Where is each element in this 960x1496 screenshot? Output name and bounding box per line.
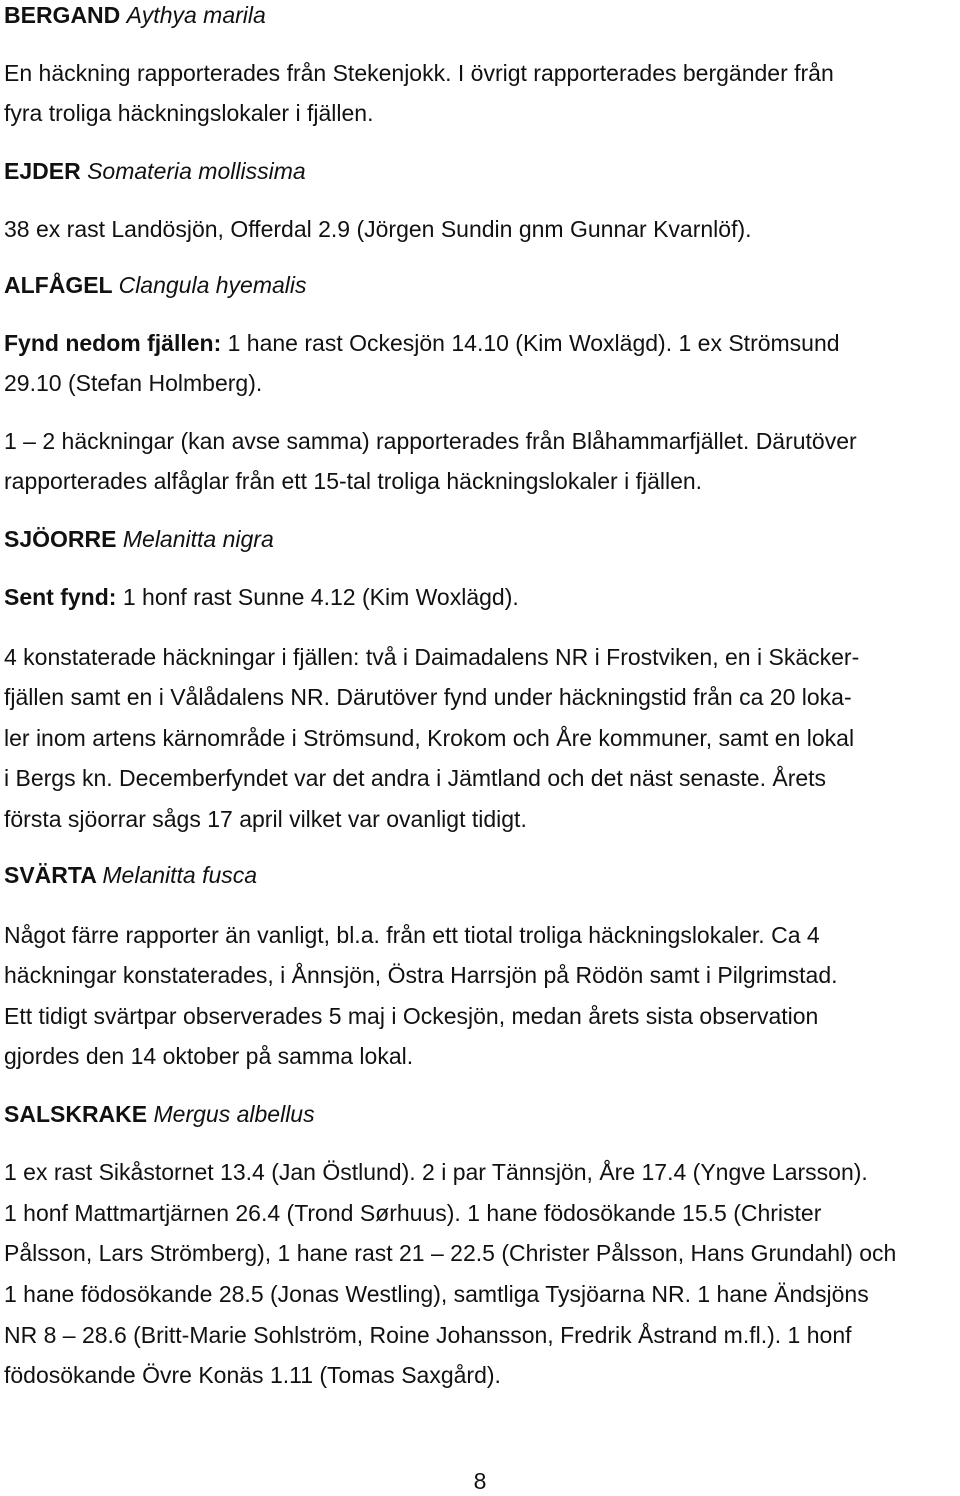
text-line xyxy=(4,328,840,358)
text-line: Pålsson, Lars Strömberg), 1 hane rast 21 – 22.5 (Christer Pålsson, Hans Grundahl) och xyxy=(4,1240,897,1266)
species-heading-salskrake xyxy=(4,1099,315,1129)
text-line: födosökande Övre Konäs 1.11 (Tomas Saxgård). xyxy=(4,1362,501,1388)
text-line: ler inom artens kärnområde i Strömsund, Krokom och Åre kommuner, samt en lokal xyxy=(4,725,855,751)
text-line: fyra troliga häckningslokaler i fjällen. xyxy=(4,100,374,126)
species-heading-alfagel xyxy=(4,270,307,300)
species-latin-name: Melanitta fusca xyxy=(102,862,258,888)
text-line: Ett tidigt svärtpar observerades 5 maj i Ockesjön, medan årets sista observation xyxy=(4,1003,819,1029)
text-line: fjällen samt en i Vålådalens NR. Därutöver fynd under häckningstid från ca 20 loka- xyxy=(4,684,852,710)
species-name: SJÖORRE xyxy=(4,526,117,552)
finding-text: 1 hane rast Ockesjön 14.10 (Kim Woxlägd). 1 ex Strömsund xyxy=(221,330,840,356)
species-name: EJDER xyxy=(4,158,81,184)
text-line: 1 ex rast Sikåstornet 13.4 (Jan Östlund). 2 i par Tännsjön, Åre 17.4 (Yngve Larsson). xyxy=(4,1159,868,1185)
text-line: En häckning rapporterades från Stekenjokk. I övrigt rapporterades bergänder från xyxy=(4,60,834,86)
species-latin-name: Somateria mollissima xyxy=(87,158,306,184)
species-latin-name: Mergus albellus xyxy=(153,1101,315,1127)
text-line: 1 hane födosökande 28.5 (Jonas Westling), samtliga Tysjöarna NR. 1 hane Ändsjöns xyxy=(4,1281,869,1307)
text-line: 29.10 (Stefan Holmberg). xyxy=(4,370,263,396)
species-name: SVÄRTA xyxy=(4,862,96,888)
text-line: häckningar konstaterades, i Ånnsjön, Östra Harrsjön på Rödön samt i Pilgrimstad. xyxy=(4,962,838,988)
species-latin-name: Clangula hyemalis xyxy=(118,272,307,298)
text-line: NR 8 – 28.6 (Britt-Marie Sohlström, Roine Johansson, Fredrik Åstrand m.fl.). 1 honf xyxy=(4,1322,852,1348)
finding-label: Fynd nedom fjällen: xyxy=(4,330,222,356)
text-line: 1 honf Mattmartjärnen 26.4 (Trond Sørhuus). 1 hane födosökande 15.5 (Christer xyxy=(4,1200,822,1226)
text-line: Något färre rapporter än vanligt, bl.a. från ett tiotal troliga häckningslokaler. Ca 4 xyxy=(4,922,820,948)
text-line: rapporterades alfåglar från ett 15-tal troliga häckningslokaler i fjällen. xyxy=(4,468,703,494)
species-heading-bergand xyxy=(4,0,266,30)
text-line: 4 konstaterade häckningar i fjällen: två i Daimadalens NR i Frostviken, en i Skäcker- xyxy=(4,644,860,670)
finding-label: Sent fynd: xyxy=(4,584,117,610)
text-line: 38 ex rast Landösjön, Offerdal 2.9 (Jörgen Sundin gnm Gunnar Kvarnlöf). xyxy=(4,216,752,242)
species-latin-name: Melanitta nigra xyxy=(122,526,274,552)
text-line: första sjöorrar sågs 17 april vilket var ovanligt tidigt. xyxy=(4,806,527,832)
text-line: i Bergs kn. Decemberfyndet var det andra i Jämtland och det näst senaste. Årets xyxy=(4,765,827,791)
text-line xyxy=(4,582,519,612)
species-name: BERGAND xyxy=(4,2,121,28)
species-heading-sjoorre xyxy=(4,524,274,554)
species-latin-name: Aythya marila xyxy=(126,2,266,28)
page-number: 8 xyxy=(473,1468,487,1494)
text-line: gjordes den 14 oktober på samma lokal. xyxy=(4,1043,414,1069)
species-heading-ejder xyxy=(4,156,306,186)
species-heading-svarta xyxy=(4,860,257,890)
species-name: ALFÅGEL xyxy=(4,272,113,298)
text-line: 1 – 2 häckningar (kan avse samma) rapporterades från Blåhammarfjället. Därutöver xyxy=(4,428,857,454)
finding-text: 1 honf rast Sunne 4.12 (Kim Woxlägd). xyxy=(116,584,519,610)
species-name: SALSKRAKE xyxy=(4,1101,148,1127)
